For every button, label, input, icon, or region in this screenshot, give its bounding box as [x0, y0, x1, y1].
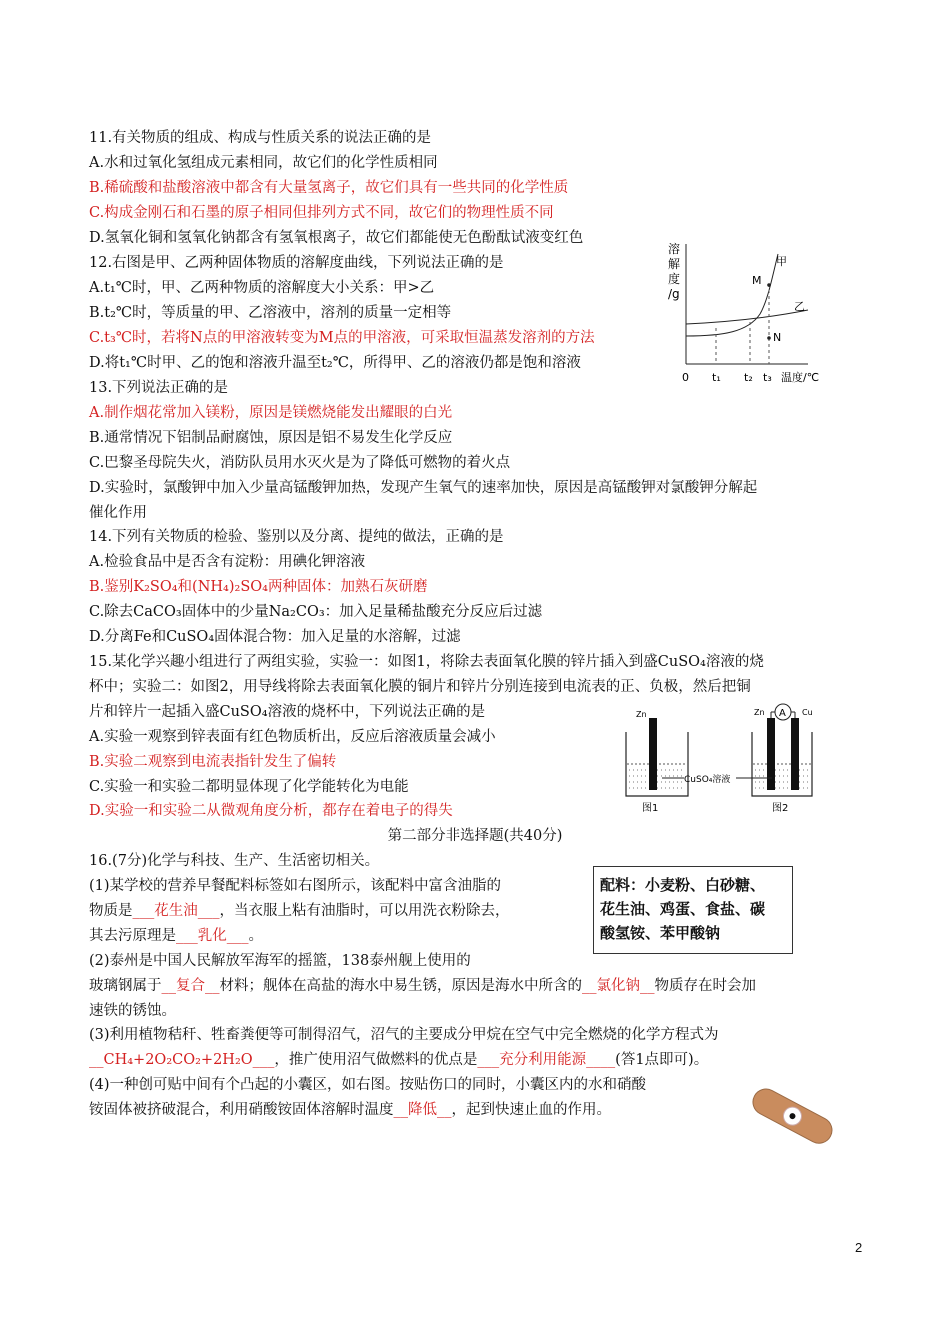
zn-strip-1: [649, 718, 657, 790]
q16-p3-line1: (3)利用植物秸秆、牲畜粪便等可制得沼气，沼气的主要成分甲烷在空气中完全燃烧的化学方程式为: [89, 1027, 719, 1043]
point-n-dot: [767, 336, 771, 340]
q16-p4-line1: (4)一种创可贴中间有个凸起的小囊区，如右图。按贴伤口的同时，小囊区内的水和硝酸: [89, 1077, 647, 1093]
q14-option-a: A.检验食品中是否含有淀粉：用碘化钾溶液: [89, 554, 366, 570]
q15-option-d: D.实验一和实验二从微观角度分析，都存在着电子的得失: [89, 803, 453, 819]
q16-p1-line3: 其去污原理是___乳化___。: [89, 928, 263, 944]
ingredient-label-box: [593, 866, 793, 954]
zn-label-2: Zn: [754, 708, 765, 717]
graph-origin: 0: [682, 371, 689, 384]
ingredient-line2: 花生油、鸡蛋、食盐、碳: [600, 900, 766, 918]
point-m-dot: [767, 283, 771, 287]
q11-stem: 11.有关物质的组成、构成与性质关系的说法正确的是: [89, 130, 432, 146]
q15-option-a: A.实验一观察到锌表面有红色物质析出，反应后溶液质量会减小: [89, 729, 496, 745]
answer-energy: ___充分利用能源____: [477, 1052, 616, 1068]
bandage-illustration: [745, 1083, 840, 1151]
curve-yi: [686, 310, 808, 324]
part2-title: 第二部分非选择题(共40分): [387, 828, 563, 844]
q11-option-c: C.构成金刚石和石墨的原子相同但排列方式不同，故它们的物理性质不同: [89, 205, 554, 221]
answer-nacl: __氯化钠__: [582, 978, 655, 994]
q15-option-c: C.实验一和实验二都明显体现了化学能转化为电能: [89, 779, 409, 795]
q16-p1-line1: (1)某学校的营养早餐配料标签如右图所示，该配料中富含油脂的: [89, 878, 502, 894]
q16-p4-line2: 铵固体被挤破混合，利用硝酸铵固体溶解时温度__降低__，起到快速止血的作用。: [89, 1102, 611, 1118]
q15-stem-line1: 15.某化学兴趣小组进行了两组实验，实验一：如图1，将除去表面氧化膜的锌片插入到盛CuSO₄溶液的烧: [89, 654, 764, 670]
q14-stem: 14.下列有关物质的检验、鉴别以及分离、提纯的做法，正确的是: [89, 529, 504, 545]
q15-stem-line2: 杯中；实验二：如图2，用导线将除去表面氧化膜的铜片和锌片分别连接到电流表的正、负极，然后把铜: [89, 679, 751, 695]
graph-t3: t₃: [763, 371, 772, 384]
graph-ylabel-2: 解: [668, 257, 681, 271]
q16-p2-line3: 速铁的锈蚀。: [89, 1003, 176, 1019]
answer-lower: __降低__: [393, 1102, 452, 1118]
q15-stem-line3: 片和锌片一起插入盛CuSO₄溶液的烧杯中，下列说法正确的是: [89, 704, 486, 720]
graph-ylabel-4: /g: [668, 287, 680, 301]
answer-emulsify: ___乳化___: [176, 928, 249, 944]
q16-p1-line2: 物质是___花生油___，当衣服上粘有油脂时，可以用洗衣粉除去，: [89, 903, 510, 919]
q16-p2-line1: (2)泰州是中国人民解放军海军的摇篮，138泰州舰上使用的: [89, 953, 471, 969]
ingredient-line1: 小麦粉、白砂糖、: [645, 876, 766, 894]
q11-option-d: D.氢氧化铜和氢氧化钠都含有氢氧根离子，故它们都能使无色酚酞试液变红色: [89, 230, 584, 246]
q13-option-d-line2: 催化作用: [89, 505, 147, 521]
q11-option-a: A.水和过氧化氢组成元素相同，故它们的化学性质相同: [89, 155, 438, 171]
q12-option-c: C.t₃℃时，若将N点的甲溶液转变为M点的甲溶液，可采取恒温蒸发溶剂的方法: [89, 330, 595, 346]
q13-option-c: C.巴黎圣母院失火，消防队员用水灭火是为了降低可燃物的着火点: [89, 455, 511, 471]
fig2-label: 图2: [772, 803, 789, 814]
q16-stem: 16.(7分)化学与科技、生产、生活密切相关。: [89, 853, 380, 869]
q14-option-c: C.除去CaCO₃固体中的少量Na₂CO₃：加入足量稀盐酸充分反应后过滤: [89, 604, 543, 620]
q15-option-b: B.实验二观察到电流表指针发生了偏转: [89, 754, 337, 770]
q13-option-b: B.通常情况下铝制品耐腐蚀，原因是铝不易发生化学反应: [89, 430, 453, 446]
graph-t1: t₁: [712, 371, 721, 384]
curve-jia-label: 甲: [776, 255, 787, 268]
q13-option-a: A.制作烟花常加入镁粉，原因是镁燃烧能发出耀眼的白光: [89, 405, 453, 421]
q13-stem: 13.下列说法正确的是: [89, 380, 229, 396]
cu-label: Cu: [802, 708, 813, 717]
curve-yi-label: 乙: [794, 300, 805, 313]
graph-ylabel-3: 度: [668, 272, 681, 286]
graph-xlabel: 温度/℃: [781, 371, 820, 384]
q11-option-b: B.稀硫酸和盐酸溶液中都含有大量氢离子，故它们具有一些共同的化学性质: [89, 180, 569, 196]
zn-label-1: Zn: [636, 710, 647, 719]
q13-option-d-line1: D.实验时，氯酸钾中加入少量高锰酸钾加热，发现产生氧气的速率加快，原因是高锰酸钾对氯酸钾分解起: [89, 480, 758, 496]
solubility-graph: [668, 240, 838, 390]
answer-peanut-oil: ___花生油___: [132, 903, 220, 919]
q16-p2-line2: 玻璃钢属于__复合__材料；舰体在高盐的海水中易生锈，原因是海水中所含的__氯化钠__物质存在时会加: [89, 978, 756, 994]
beaker-1: [626, 718, 688, 796]
graph-ylabel-1: 溶: [668, 242, 681, 256]
q12-option-b: B.t₂℃时，等质量的甲、乙溶液中，溶剂的质量一定相等: [89, 305, 452, 321]
page-number: 2: [855, 1240, 863, 1255]
ingredient-title: 配料：: [600, 876, 646, 894]
q14-option-d: D.分离Fe和CuSO₄固体混合物：加入足量的水溶解，过滤: [89, 629, 461, 645]
point-m-label: M: [752, 274, 762, 287]
q16-p3-line2: __CH₄+2O₂CO₂+2H₂O___，推广使用沼气做燃料的优点是___充分利用能源____(答1点即可)。: [89, 1052, 709, 1068]
cu-strip: [791, 718, 799, 790]
beaker-figures: [612, 700, 852, 820]
q12-option-d: D.将t₁℃时甲、乙的饱和溶液升温至t₂℃，所得甲、乙的溶液仍都是饱和溶液: [89, 355, 581, 371]
q14-option-b: B.鉴别K₂SO₄和(NH₄)₂SO₄两种固体：加熟石灰研磨: [89, 579, 428, 595]
fig1-label: 图1: [642, 803, 659, 814]
q12-stem: 12.右图是甲、乙两种固体物质的溶解度曲线，下列说法正确的是: [89, 255, 504, 271]
ingredient-line3: 酸氢铵、苯甲酸钠: [600, 924, 721, 942]
zn-strip-2: [767, 718, 775, 790]
point-n-label: N: [773, 331, 782, 344]
q12-option-a: A.t₁℃时，甲、乙两种物质的溶解度大小关系：甲>乙: [89, 280, 435, 296]
ammeter-label: A: [779, 708, 786, 719]
answer-equation: __CH₄+2O₂CO₂+2H₂O___: [89, 1052, 275, 1068]
answer-composite: __复合__: [161, 978, 220, 994]
solution-label: CuSO₄溶液: [684, 775, 731, 785]
graph-t2: t₂: [744, 371, 753, 384]
